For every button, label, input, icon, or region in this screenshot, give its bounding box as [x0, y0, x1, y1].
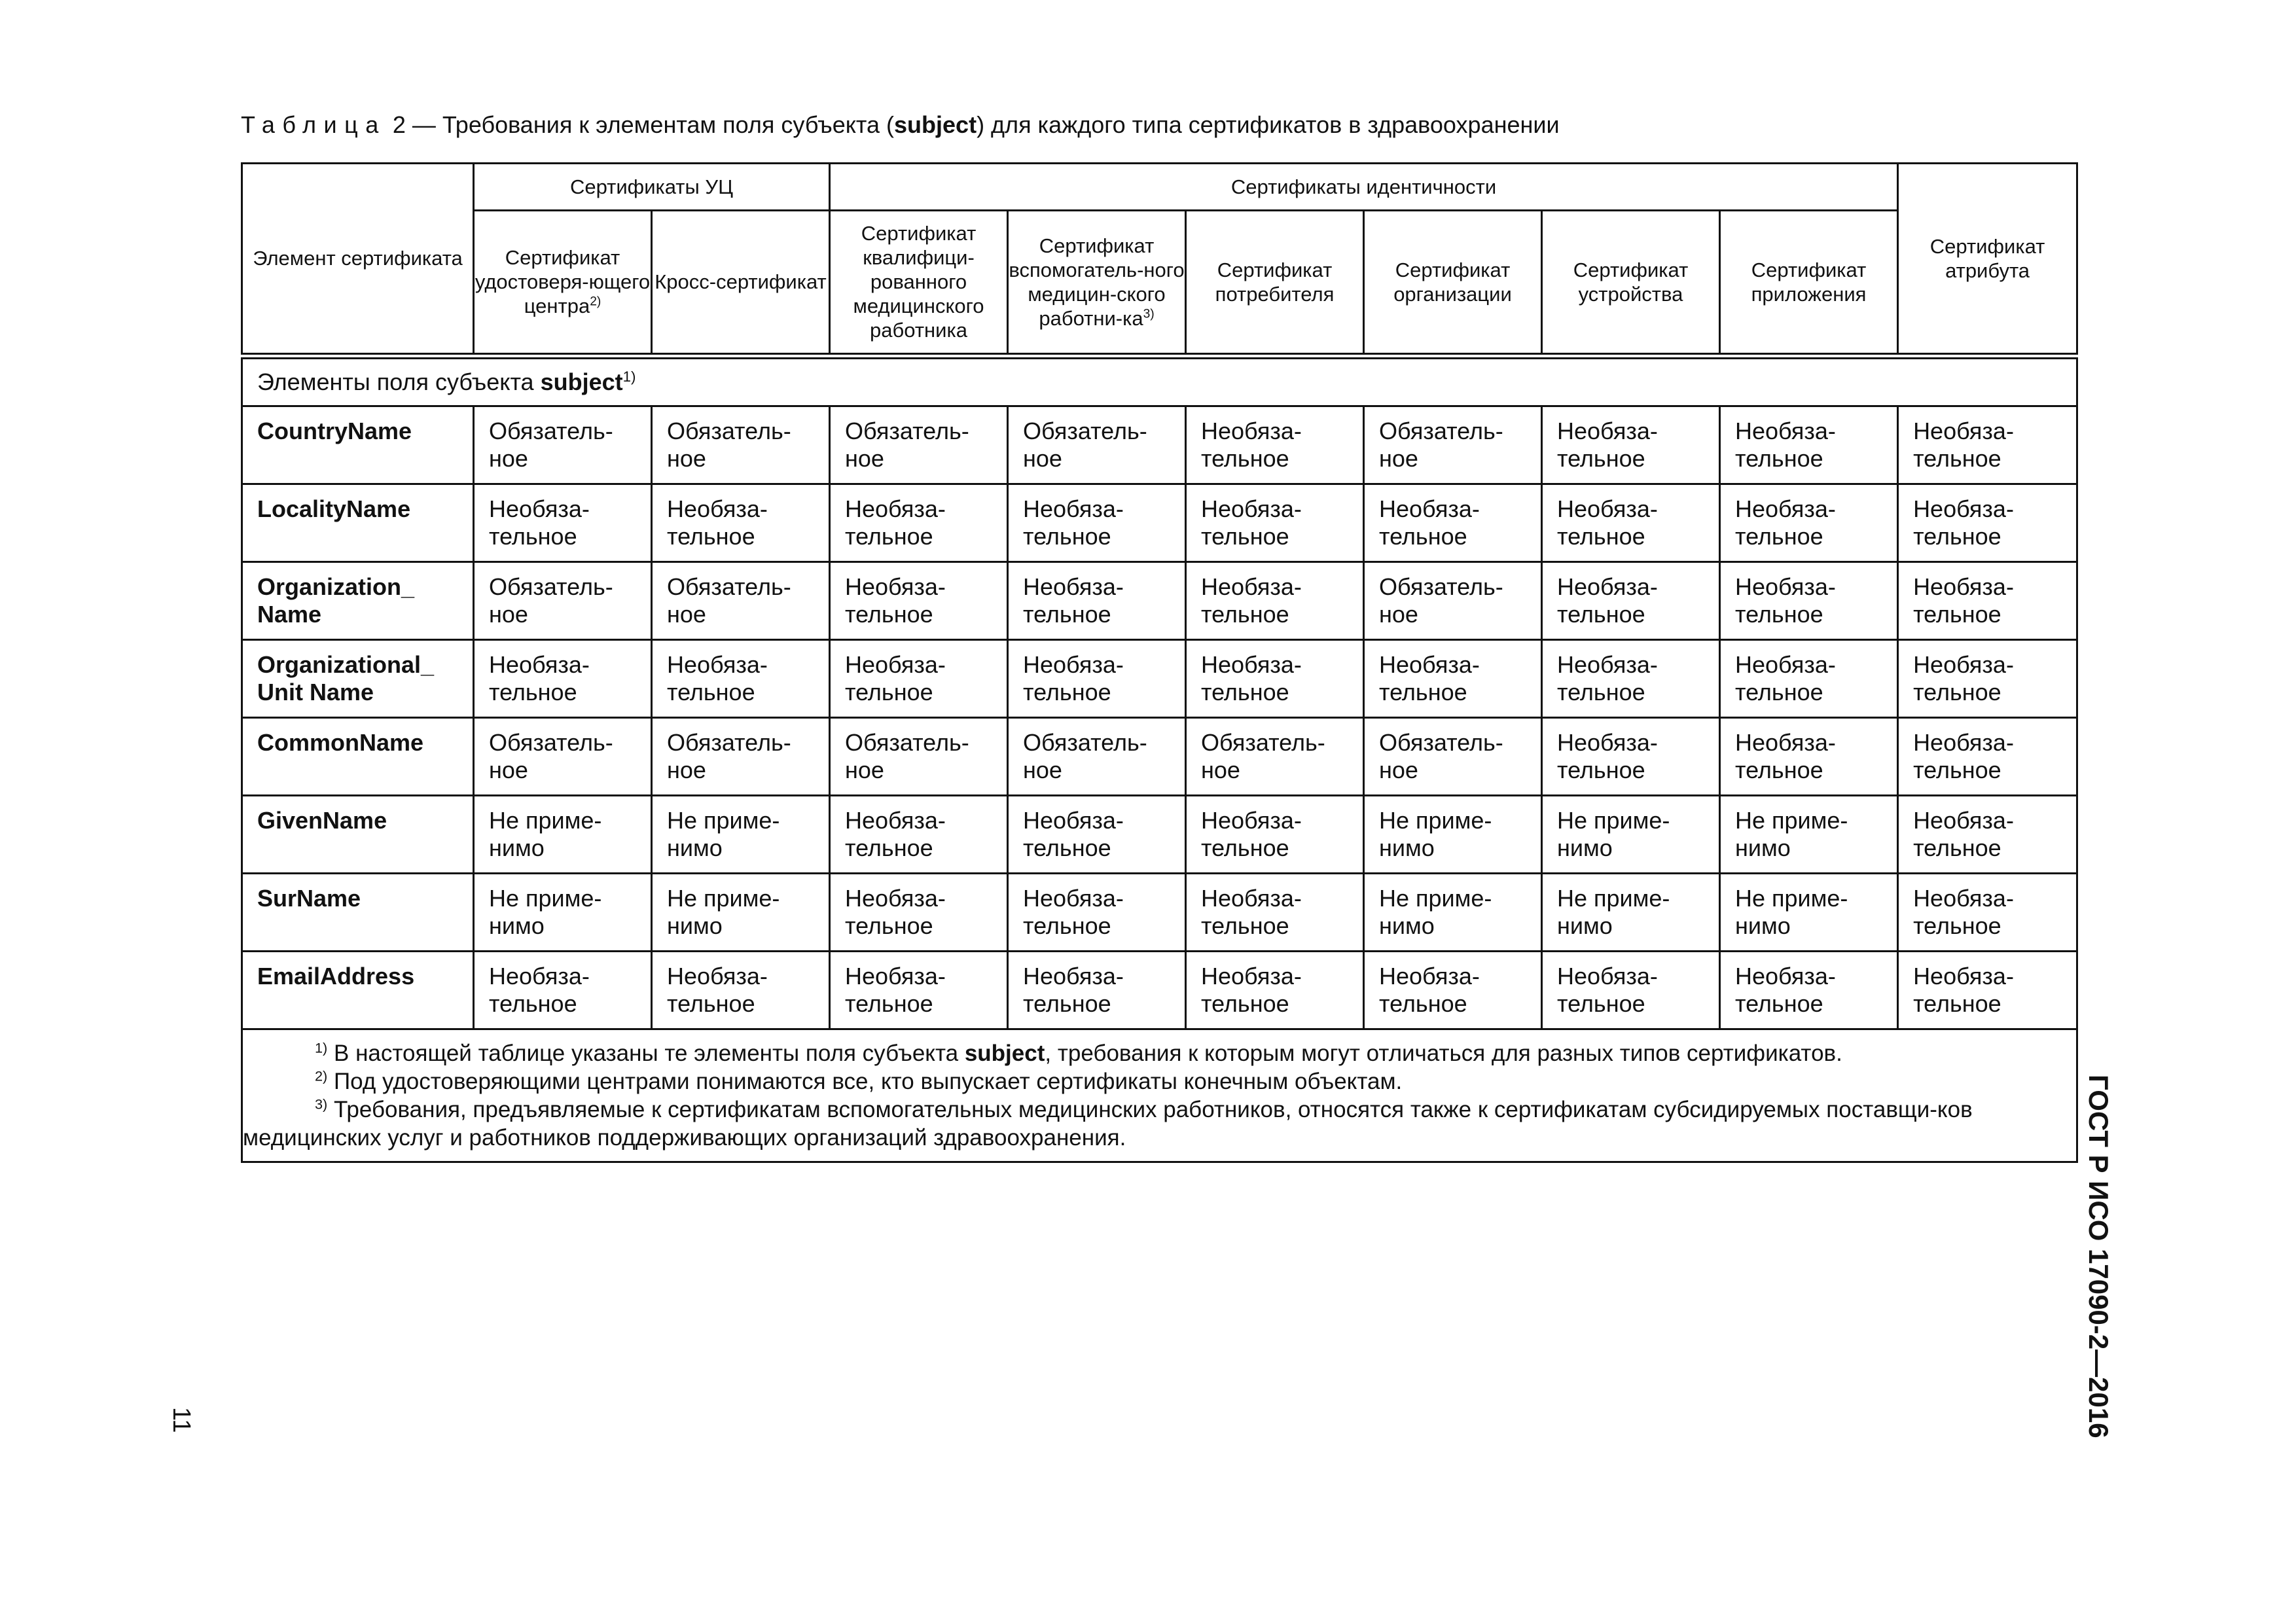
document-designation: ГОСТ Р ИСО 17090-2—2016: [2083, 1075, 2114, 1438]
table-row: [242, 795, 2077, 873]
footnote-3-mark: 3): [315, 1095, 328, 1112]
requirement-cell: Обязатель-ное: [1364, 717, 1542, 795]
requirement-cell: Обязатель-ное: [1008, 406, 1186, 484]
header-cross-cert: Кросс-сертификат: [652, 211, 830, 356]
requirement-cell: Необяза-тельное: [1898, 873, 2077, 951]
requirement-cell: Необяза-тельное: [1720, 639, 1898, 717]
page-number: 11: [168, 1407, 195, 1433]
requirement-cell: Необяза-тельное: [1186, 406, 1364, 484]
requirement-cell: Необяза-тельное: [1542, 562, 1720, 639]
footnote-2-mark: 2): [315, 1067, 328, 1084]
requirement-cell: Не приме-нимо: [652, 873, 830, 951]
table-row: [242, 639, 2077, 717]
requirement-cell: Необяза-тельное: [1542, 406, 1720, 484]
requirement-cell: Не приме-нимо: [474, 873, 652, 951]
requirement-cell: Не приме-нимо: [1720, 795, 1898, 873]
header-row-groups: [242, 164, 2077, 211]
section-text: Элементы поля субъекта: [257, 368, 541, 395]
requirement-cell: Необяза-тельное: [474, 484, 652, 562]
section-heading: [242, 356, 2077, 406]
requirement-cell: Необяза-тельное: [1008, 795, 1186, 873]
requirement-cell: Обязатель-ное: [830, 717, 1008, 795]
requirement-cell: Необяза-тельное: [830, 562, 1008, 639]
requirement-cell: Необяза-тельное: [1364, 951, 1542, 1029]
requirement-cell: Необяза-тельное: [1186, 795, 1364, 873]
requirement-cell: Обязатель-ное: [1008, 717, 1186, 795]
requirement-cell: Необяза-тельное: [1008, 562, 1186, 639]
table-row: [242, 717, 2077, 795]
header-attribute: Сертификат атрибута: [1898, 164, 2077, 356]
requirement-cell: Необяза-тельное: [1898, 951, 2077, 1029]
footnote-1-mark: 1): [315, 1039, 328, 1056]
header-device: Сертификат устройства: [1542, 211, 1720, 356]
section-bold-term: subject: [540, 368, 623, 395]
table-row: [242, 873, 2077, 951]
requirement-cell: Необяза-тельное: [474, 639, 652, 717]
caption-rest: ) для каждого типа сертификатов в здравоохранении: [977, 111, 1560, 138]
requirement-cell: Необяза-тельное: [830, 484, 1008, 562]
requirement-cell: Не приме-нимо: [1542, 873, 1720, 951]
header-qualified: Сертификат квалифици-рованного медицинского работника: [830, 211, 1008, 356]
requirement-cell: Обязатель-ное: [1364, 562, 1542, 639]
requirement-cell: Необяза-тельное: [1364, 639, 1542, 717]
table-row: [242, 951, 2077, 1029]
caption-label: Таблица: [241, 111, 386, 138]
requirement-cell: Необяза-тельное: [1186, 484, 1364, 562]
row-element-name: Organizational_ Unit Name: [242, 639, 474, 717]
header-auxiliary-sup: 3): [1143, 307, 1155, 321]
header-auxiliary: [1008, 211, 1186, 356]
requirement-cell: Обязатель-ное: [830, 406, 1008, 484]
footnote-2: [243, 1067, 2071, 1096]
header-ca-cert-text: Сертификат удостоверя-ющего центра: [475, 246, 651, 318]
requirement-cell: Необяза-тельное: [1008, 639, 1186, 717]
header-application: Сертификат приложения: [1720, 211, 1898, 356]
requirement-cell: Обязатель-ное: [652, 406, 830, 484]
row-element-name: CommonName: [242, 717, 474, 795]
requirement-cell: Необяза-тельное: [1542, 639, 1720, 717]
table-body: [242, 406, 2077, 1029]
requirement-cell: Обязатель-ное: [652, 717, 830, 795]
requirement-cell: Не приме-нимо: [474, 795, 652, 873]
row-element-name: SurName: [242, 873, 474, 951]
header-ca-cert-sup: 2): [590, 294, 601, 309]
requirement-cell: Необяза-тельное: [652, 484, 830, 562]
row-element-name: CountryName: [242, 406, 474, 484]
requirement-cell: Необяза-тельное: [1898, 406, 2077, 484]
caption-number: 2 — Требования к элементам поля субъекта (: [392, 111, 895, 138]
table-row: [242, 484, 2077, 562]
requirement-cell: Необяза-тельное: [830, 951, 1008, 1029]
requirement-cell: Необяза-тельное: [830, 639, 1008, 717]
row-element-name: Organization_ Name: [242, 562, 474, 639]
table-caption: [241, 111, 1560, 139]
requirement-cell: Необяза-тельное: [830, 795, 1008, 873]
requirement-cell: Необяза-тельное: [652, 951, 830, 1029]
header-auxiliary-text: Сертификат вспомогатель-ного медицин-ского работни-ка: [1009, 234, 1185, 330]
requirement-cell: Необяза-тельное: [1720, 562, 1898, 639]
footnote-1: [243, 1039, 2071, 1067]
requirements-table: [241, 162, 2078, 1163]
header-group-ca: Сертификаты УЦ: [474, 164, 830, 211]
footnotes: [242, 1029, 2077, 1162]
requirement-cell: Необяза-тельное: [1186, 873, 1364, 951]
requirement-cell: Не приме-нимо: [652, 795, 830, 873]
requirement-cell: Не приме-нимо: [1720, 873, 1898, 951]
requirement-cell: Необяза-тельное: [1008, 484, 1186, 562]
requirement-cell: Необяза-тельное: [1542, 951, 1720, 1029]
footnote-1-text-a: В настоящей таблице указаны те элементы поля субъекта: [327, 1040, 965, 1066]
table-row: [242, 406, 2077, 484]
requirement-cell: Необяза-тельное: [830, 873, 1008, 951]
row-element-name: EmailAddress: [242, 951, 474, 1029]
requirement-cell: Необяза-тельное: [1898, 795, 2077, 873]
requirement-cell: Обязатель-ное: [474, 562, 652, 639]
requirement-cell: Необяза-тельное: [1720, 717, 1898, 795]
footnote-2-text: Под удостоверяющими центрами понимаются все, кто выпускает сертификаты конечным объектам.: [327, 1068, 1403, 1094]
header-consumer: Сертификат потребителя: [1186, 211, 1364, 356]
requirement-cell: Необяза-тельное: [1720, 484, 1898, 562]
header-ca-cert: [474, 211, 652, 356]
requirement-cell: Не приме-нимо: [1364, 873, 1542, 951]
requirement-cell: Необяза-тельное: [1898, 717, 2077, 795]
caption-bold-term: subject: [894, 111, 977, 138]
requirement-cell: Необяза-тельное: [1186, 951, 1364, 1029]
requirement-cell: Необяза-тельное: [1364, 484, 1542, 562]
requirement-cell: Необяза-тельное: [1898, 484, 2077, 562]
header-element: Элемент сертификата: [242, 164, 474, 356]
requirement-cell: Не приме-нимо: [1542, 795, 1720, 873]
requirement-cell: Необяза-тельное: [1008, 951, 1186, 1029]
requirement-cell: Необяза-тельное: [1186, 562, 1364, 639]
header-group-identity: Сертификаты идентичности: [830, 164, 1898, 211]
requirement-cell: Необяза-тельное: [1720, 951, 1898, 1029]
footnote-1-bold: subject: [964, 1040, 1045, 1066]
footnote-3-text: Требования, предъявляемые к сертификатам вспомогательных медицинских работников, относятся также к сертификатам субсидируемых поставщи-ков медицинских услуг и работников поддерживающих организаций здравоохранения.: [243, 1096, 1973, 1150]
section-row: [242, 356, 2077, 406]
row-element-name: LocalityName: [242, 484, 474, 562]
requirement-cell: Необяза-тельное: [1898, 639, 2077, 717]
table-row: [242, 562, 2077, 639]
requirement-cell: Обязатель-ное: [474, 717, 652, 795]
requirement-cell: Необяза-тельное: [1542, 484, 1720, 562]
requirement-cell: Необяза-тельное: [1008, 873, 1186, 951]
requirement-cell: Обязатель-ное: [1186, 717, 1364, 795]
requirement-cell: Необяза-тельное: [652, 639, 830, 717]
header-organization: Сертификат организации: [1364, 211, 1542, 356]
footnote-3: [243, 1096, 2071, 1152]
requirement-cell: Обязатель-ное: [1364, 406, 1542, 484]
requirement-cell: Необяза-тельное: [1542, 717, 1720, 795]
requirement-cell: Обязатель-ное: [474, 406, 652, 484]
footnote-1-text-b: , требования к которым могут отличаться для разных типов сертификатов.: [1045, 1040, 1842, 1066]
requirement-cell: Необяза-тельное: [1898, 562, 2077, 639]
header-row-types: [242, 211, 2077, 356]
section-sup: 1): [622, 368, 636, 385]
row-element-name: GivenName: [242, 795, 474, 873]
requirement-cell: Не приме-нимо: [1364, 795, 1542, 873]
requirement-cell: Необяза-тельное: [1186, 639, 1364, 717]
footnotes-row: [242, 1029, 2077, 1162]
requirement-cell: Обязатель-ное: [652, 562, 830, 639]
requirement-cell: Необяза-тельное: [1720, 406, 1898, 484]
requirement-cell: Необяза-тельное: [474, 951, 652, 1029]
